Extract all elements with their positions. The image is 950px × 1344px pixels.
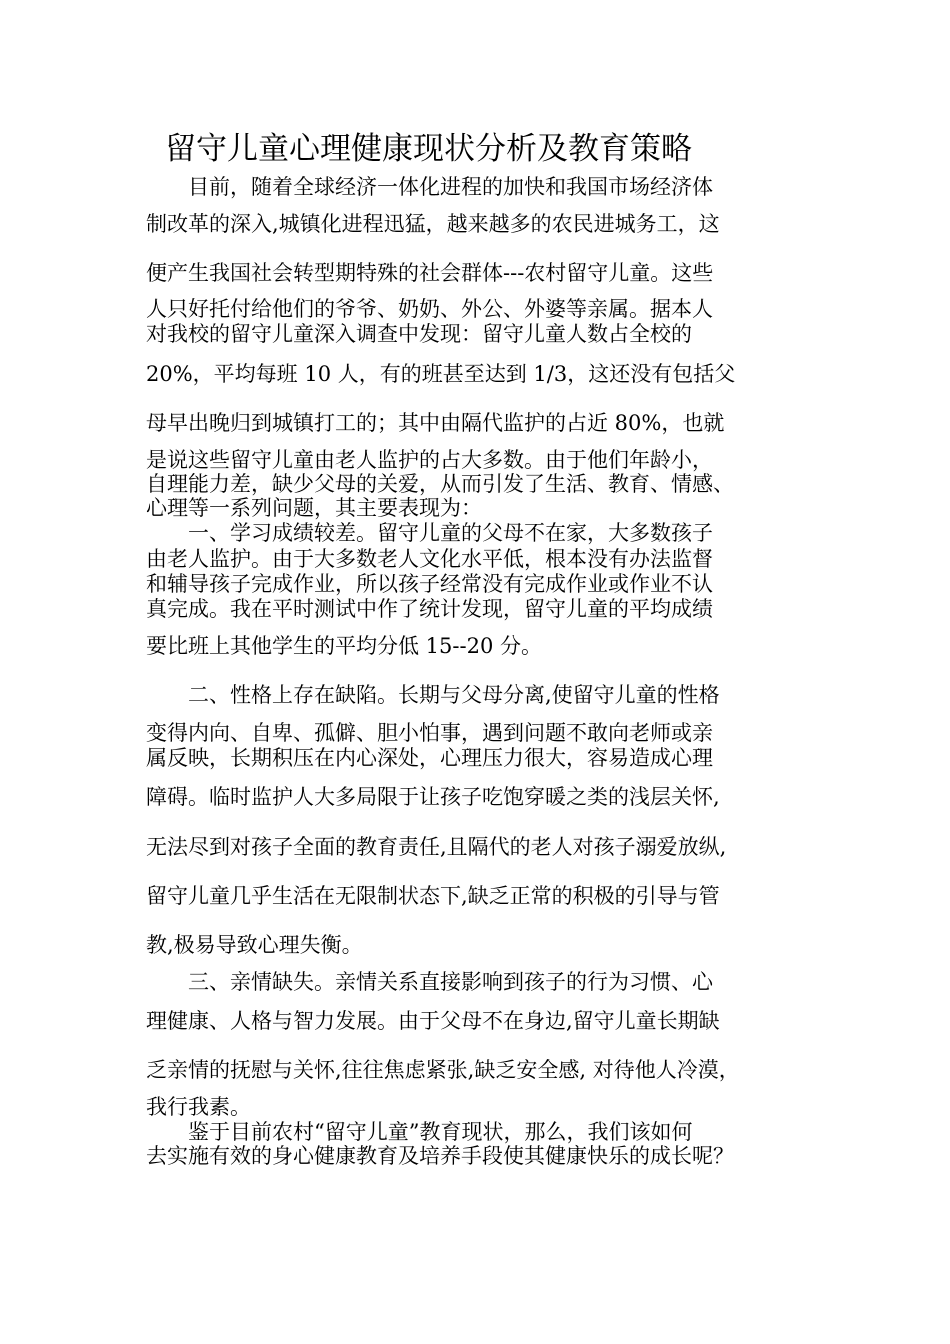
paragraph-line: 心理等一系列问题，其主要表现为：	[146, 496, 482, 520]
paragraph-line: 变得内向、自卑、孤僻、胆小怕事，遇到问题不敢向老师或亲	[146, 721, 713, 745]
paragraph-line: 人只好托付给他们的爷爷、奶奶、外公、外婆等亲属。据本人	[146, 297, 713, 321]
paragraph-line: 和辅导孩子完成作业，所以孩子经常没有完成作业或作业不认	[146, 572, 713, 596]
paragraph-line: 便产生我国社会转型期特殊的社会群体---农村留守儿童。这些	[146, 261, 714, 285]
paragraph-line: 我行我素。	[146, 1095, 251, 1119]
paragraph-line: 三、亲情缺失。亲情关系直接影响到孩子的行为习惯、心	[146, 970, 713, 994]
paragraph-line: 去实施有效的身心健康教育及培养手段使其健康快乐的成长呢？	[146, 1144, 734, 1168]
paragraph-line: 留守儿童几乎生活在无限制状态下,缺乏正常的积极的引导与管	[146, 884, 720, 908]
paragraph-line: 20%，平均每班 10 人，有的班甚至达到 1/3，这还没有包括父	[146, 362, 736, 386]
paragraph-line: 无法尽到对孩子全面的教育责任,且隔代的老人对孩子溺爱放纵,	[146, 835, 727, 859]
paragraph-line: 是说这些留守儿童由老人监护的占大多数。由于他们年龄小，	[146, 448, 713, 472]
paragraph-line: 自理能力差，缺少父母的关爱，从而引发了生活、教育、情感、	[146, 472, 734, 496]
paragraph-line: 障碍。临时监护人大多局限于让孩子吃饱穿暖之类的浅层关怀,	[146, 785, 720, 809]
paragraph-line: 二、性格上存在缺陷。长期与父母分离,使留守儿童的性格	[146, 683, 720, 707]
paragraph-line: 由老人监护。由于大多数老人文化水平低，根本没有办法监督	[146, 547, 713, 571]
paragraph-line: 教,极易导致心理失衡。	[146, 933, 363, 957]
paragraph-line: 理健康、人格与智力发展。由于父母不在身边,留守儿童长期缺	[146, 1009, 720, 1033]
paragraph-line: 目前，随着全球经济一体化进程的加快和我国市场经济体	[146, 175, 713, 199]
paragraph-line: 乏亲情的抚慰与关怀,往往焦虑紧张,缺乏安全感, 对待他人冷漠，	[146, 1058, 740, 1082]
paragraph-line: 一、学习成绩较差。留守儿童的父母不在家，大多数孩子	[146, 521, 713, 545]
paragraph-line: 要比班上其他学生的平均分低 15--20 分。	[146, 634, 542, 658]
paragraph-line: 对我校的留守儿童深入调查中发现：留守儿童人数占全校的	[146, 322, 692, 346]
paragraph-line: 母早出晚归到城镇打工的；其中由隔代监护的占近 80%，也就	[146, 411, 725, 435]
document-title: 留守儿童心理健康现状分析及教育策略	[165, 131, 692, 167]
paragraph-line: 制改革的深入,城镇化进程迅猛，越来越多的农民进城务工，这	[146, 212, 720, 236]
paragraph-line: 真完成。我在平时测试中作了统计发现，留守儿童的平均成绩	[146, 597, 713, 621]
paragraph-line: 属反映，长期积压在内心深处，心理压力很大，容易造成心理	[146, 746, 713, 770]
paragraph-line: 鉴于目前农村“留守儿童”教育现状，那么，我们该如何	[146, 1120, 693, 1144]
